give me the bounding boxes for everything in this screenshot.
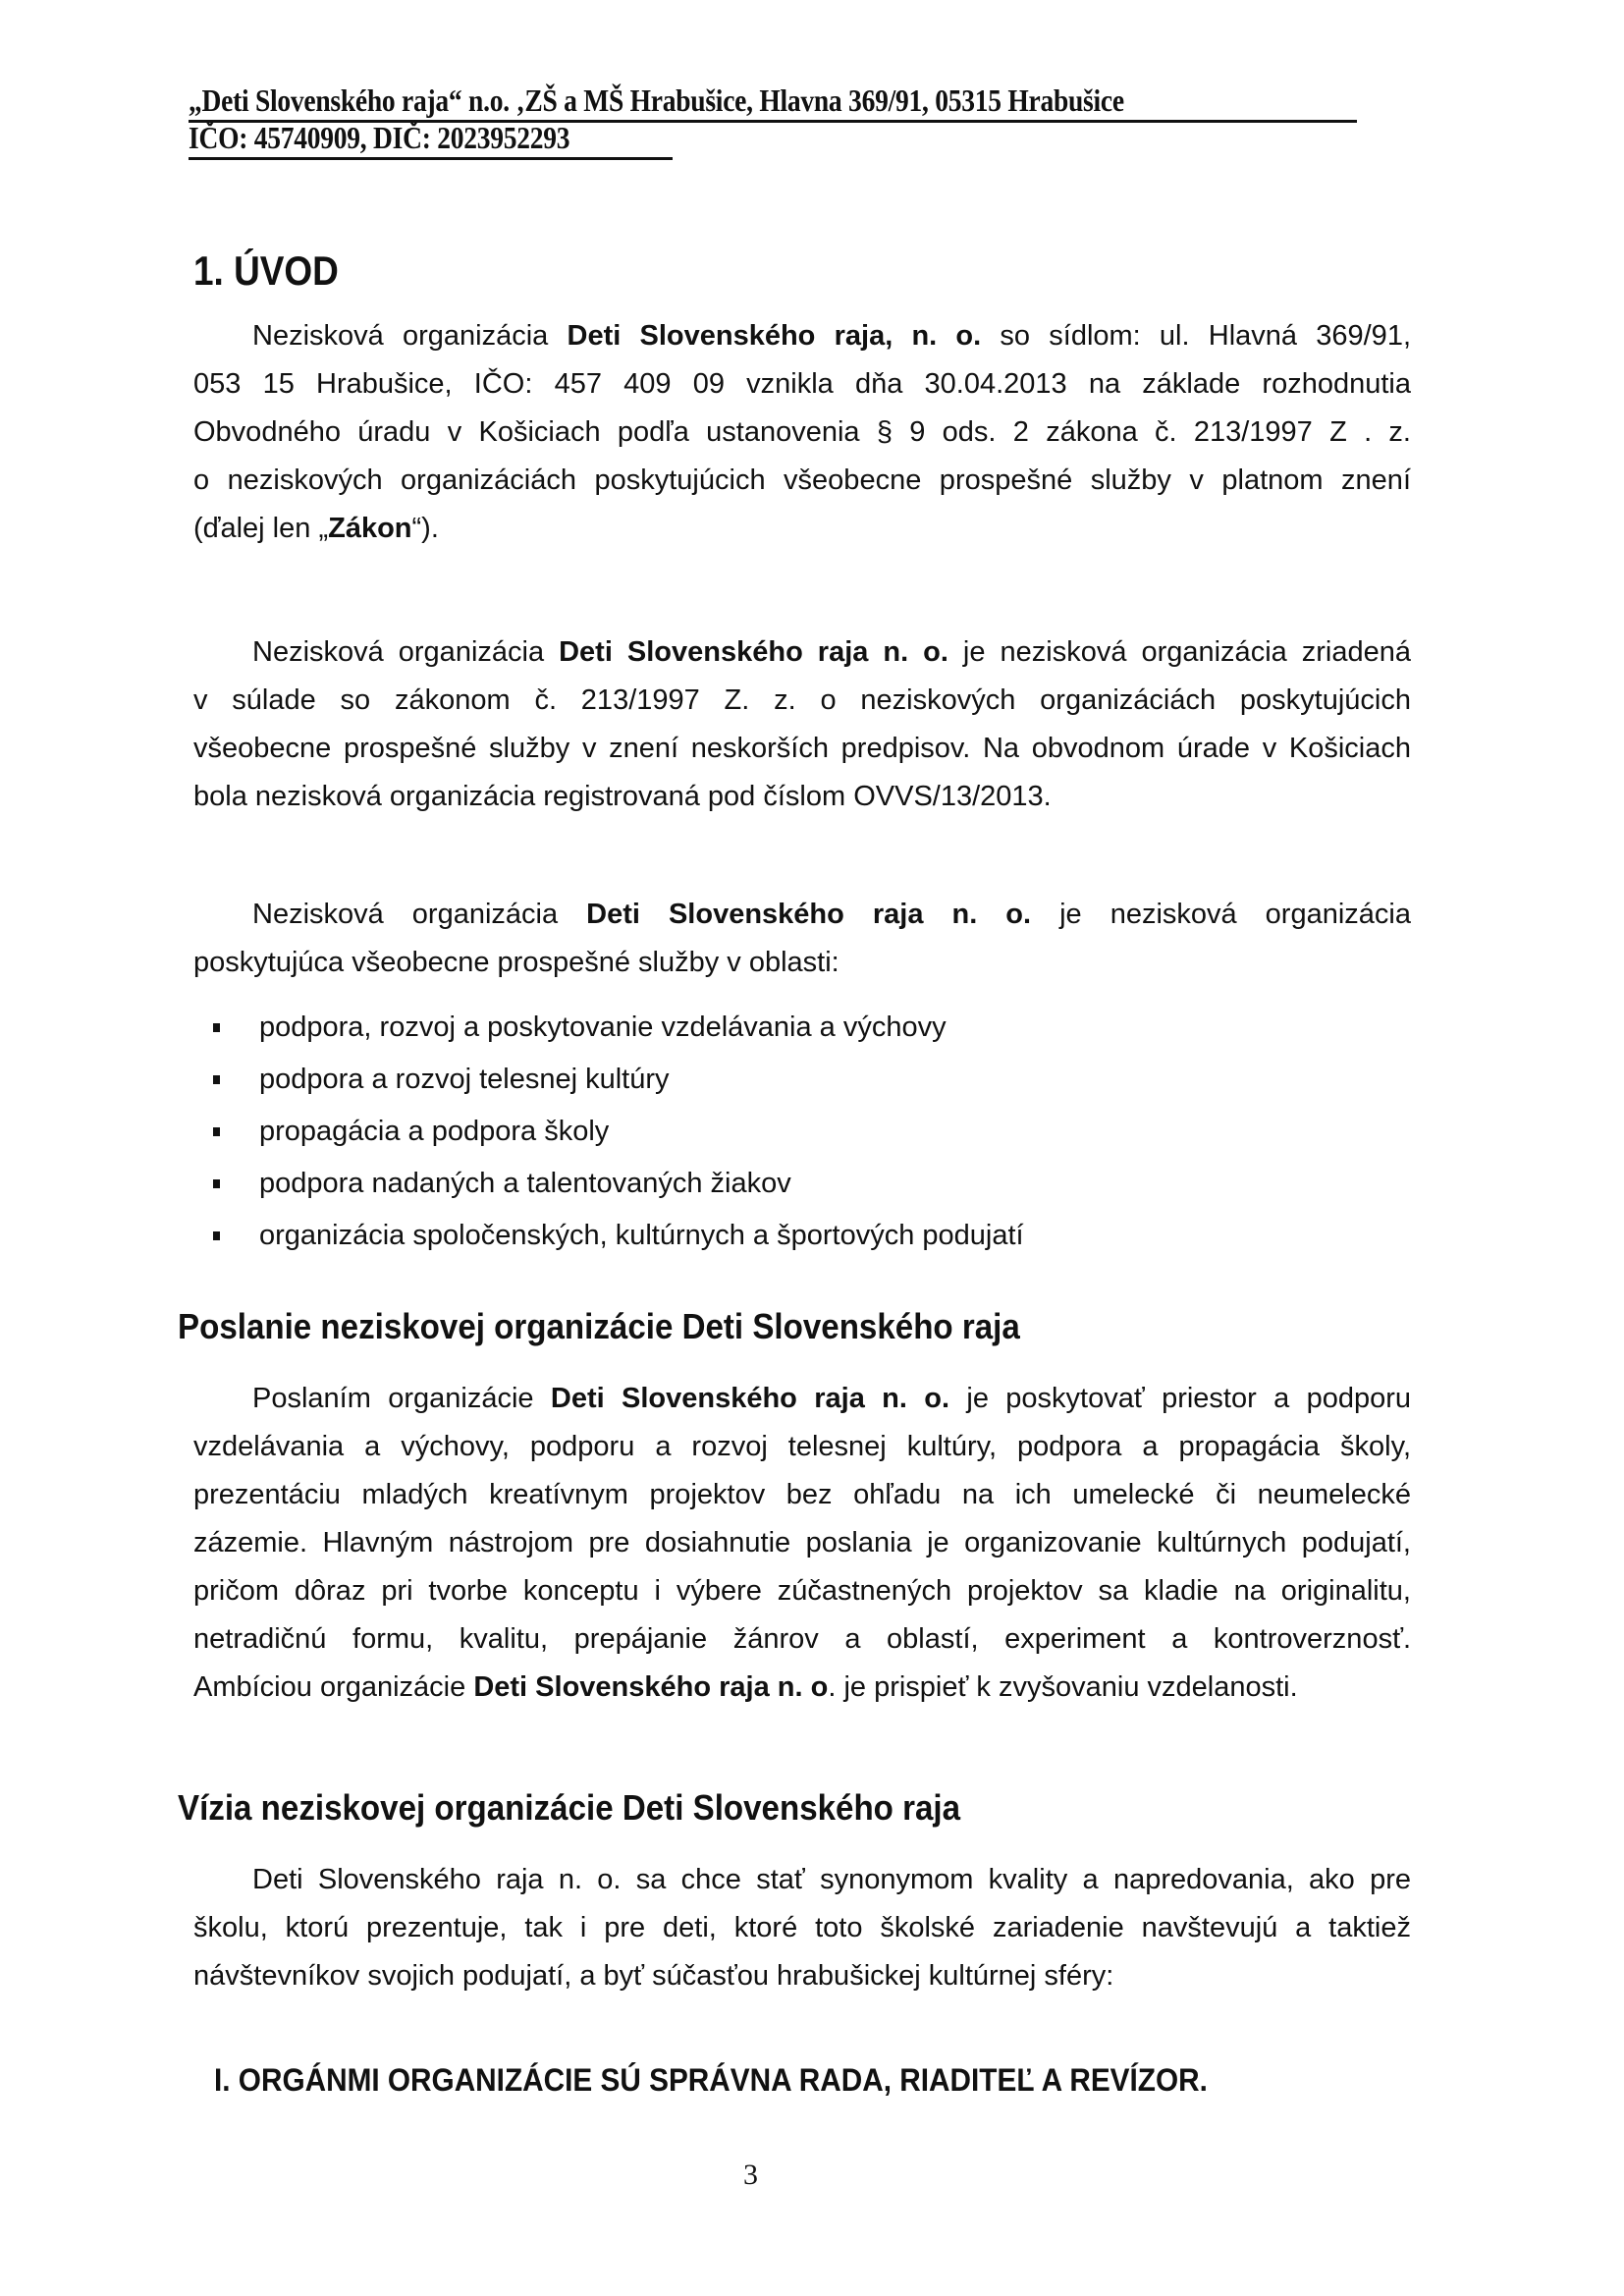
list-item <box>213 1210 1024 1262</box>
letterhead-underline-2 <box>189 157 673 160</box>
list-item-text: organizácia spoločenských, kultúrnych a športových podujatí <box>259 1220 1024 1251</box>
text-line: návštevníkov svojich podujatí, a byť súčasťou hrabušickej kultúrnej sféry: <box>193 1960 1114 1992</box>
text-line: všeobecne prospešné služby v znení neskorších predpisov. Na obvodnom úrade v Košiciach <box>193 733 1411 764</box>
vision-paragraph <box>193 1856 1411 2000</box>
text: je nezisková organizácia <box>1031 899 1411 930</box>
list-item-text: podpora nadaných a talentovaných žiakov <box>259 1168 791 1199</box>
text: Ambíciou organizácie <box>193 1671 474 1703</box>
list-item-text: propagácia a podpora školy <box>259 1116 610 1147</box>
text: Nezisková organizácia <box>252 320 568 352</box>
text: “). <box>411 513 439 544</box>
list-item-text: podpora a rozvoj telesnej kultúry <box>259 1064 670 1095</box>
text: Nezisková organizácia <box>252 899 587 930</box>
intro-paragraph-1 <box>193 312 1411 553</box>
intro-paragraph-3 <box>193 891 1411 987</box>
letterhead-line-1: „Deti Slovenského raja“ n.o. ‚ZŠ a MŠ Hrabušice, Hlavna 369/91, 05315 Hrabušice <box>189 82 1124 118</box>
section-title-mission: Poslanie neziskovej organizácie Deti Slovenského raja <box>178 1306 1020 1346</box>
page-number: 3 <box>743 2159 758 2191</box>
text: je poskytovať priestor a podporu <box>949 1383 1411 1414</box>
section-title-organs: I. ORGÁNMI ORGANIZÁCIE SÚ SPRÁVNA RADA, RIADITEĽ A REVÍZOR. <box>214 2062 1208 2098</box>
list-item <box>213 1106 1024 1158</box>
org-name-bold: Deti Slovenského raja n. o. <box>559 636 948 668</box>
org-name-bold: Deti Slovenského raja n. o <box>473 1671 829 1703</box>
text-line: bola nezisková organizácia registrovaná pod číslom OVVS/13/2013. <box>193 781 1052 812</box>
text-line: zázemie. Hlavným nástrojom pre dosiahnutie poslania je organizovanie kultúrnych podujatí, <box>193 1527 1411 1558</box>
text-line: o neziskových organizáciách poskytujúcich všeobecne prospešné služby v platnom znení <box>193 465 1411 496</box>
list-item-text: podpora, rozvoj a poskytovanie vzdelávania a výchovy <box>259 1011 947 1043</box>
text-line: 053 15 Hrabušice, IČO: 457 409 09 vznikla dňa 30.04.2013 na základe rozhodnutia <box>193 368 1411 400</box>
services-list <box>213 1002 1024 1262</box>
org-name-bold: Deti Slovenského raja n. o. <box>550 1383 950 1414</box>
bullet-square-icon <box>213 1179 220 1188</box>
text-line: prezentáciu mladých kreatívnym projektov bez ohľadu na ich umelecké či neumelecké <box>193 1479 1411 1510</box>
bullet-square-icon <box>213 1231 220 1240</box>
zakon-bold: Zákon <box>328 513 412 544</box>
text-line: poskytujúca všeobecne prospešné služby v oblasti: <box>193 947 839 978</box>
letterhead-line-2: IČO: 45740909, DIČ: 2023952293 <box>189 120 570 155</box>
bullet-square-icon <box>213 1127 220 1136</box>
text-line: v súlade so zákonom č. 213/1997 Z. z. o neziskových organizáciách poskytujúcich <box>193 684 1411 716</box>
intro-paragraph-2 <box>193 629 1411 821</box>
org-name-bold: Deti Slovenského raja, n. o. <box>567 320 982 352</box>
text: Deti Slovenského raja n. o. sa chce stať synonymom kvality a napredovania, ako pre <box>252 1864 1411 1895</box>
text-line: školu, ktorú prezentuje, tak i pre deti, ktoré toto školské zariadenie navštevujú a taktiež <box>193 1912 1411 1943</box>
org-name-bold: Deti Slovenského raja n. o. <box>586 899 1032 930</box>
text-line: vzdelávania a výchovy, podporu a rozvoj telesnej kultúry, podpora a propagácia školy, <box>193 1431 1411 1462</box>
text-line: Obvodného úradu v Košiciach podľa ustanovenia § 9 ods. 2 zákona č. 213/1997 Z . z. <box>193 416 1411 448</box>
text: je nezisková organizácia zriadená <box>947 636 1412 668</box>
text: so sídlom: ul. Hlavná 369/91, <box>981 320 1411 352</box>
text: Nezisková organizácia <box>252 636 560 668</box>
text: (ďalej len „ <box>193 513 329 544</box>
text: . je prispieť k zvyšovaniu vzdelanosti. <box>828 1671 1298 1703</box>
mission-paragraph <box>193 1375 1411 1712</box>
section-title-uvod: 1. ÚVOD <box>193 247 339 294</box>
list-item <box>213 1054 1024 1106</box>
list-item <box>213 1158 1024 1210</box>
section-title-vision: Vízia neziskovej organizácie Deti Slovenského raja <box>178 1787 961 1828</box>
list-item <box>213 1002 1024 1054</box>
text: Poslaním organizácie <box>252 1383 551 1414</box>
bullet-square-icon <box>213 1023 220 1032</box>
bullet-square-icon <box>213 1075 220 1084</box>
text-line: pričom dôraz pri tvorbe konceptu i výbere zúčastnených projektov sa kladie na originalitu, <box>193 1575 1411 1607</box>
text-line: netradičnú formu, kvalitu, prepájanie žánrov a oblastí, experiment a kontroverznosť. <box>193 1623 1411 1655</box>
